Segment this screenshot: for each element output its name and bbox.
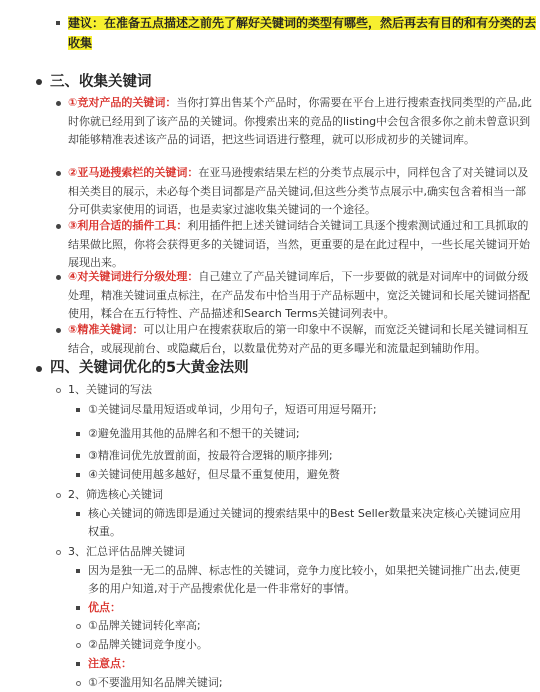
section4-title: 四、关键词优化的5大黄金法则	[50, 360, 249, 376]
notes-label: 注意点：	[88, 657, 132, 670]
list-bullet	[56, 101, 61, 106]
item-label: ①竞对产品的关键词：	[68, 96, 177, 109]
list-item	[68, 94, 536, 150]
group3-title: 3、汇总评估品牌关键词	[68, 545, 185, 558]
notes-item: ①不要滥用知名品牌关键词;	[88, 676, 223, 689]
pros-label: 优点：	[88, 601, 121, 614]
note-bullet	[56, 21, 60, 25]
sub-sub-bullet	[76, 643, 81, 648]
list-bullet	[56, 224, 61, 229]
note-text: 建议：在准备五点描述之前先了解好关键词的类型有哪些，然后再去有目的和有分类的去收集	[68, 16, 537, 50]
item-label: ⑤精准关键词：	[68, 323, 144, 336]
list-item	[68, 164, 536, 220]
group-bullet	[56, 388, 61, 393]
item-text: 可以让用户在搜索获取后的第一印象中不误解，而宽泛关键词和长尾关键词相互结合，或展现前台、或隐藏后台，以数量优势对产品的更多曝光和流量起到辅助作用。	[68, 323, 529, 355]
sub-bullet	[76, 512, 80, 516]
item-text: 自己建立了产品关键词库后，下一步要做的就是对词库中的词做分级处理，精准关键词重点标注，在产品发布中恰当用于产品标题中，宽泛关键词和长尾关键词搭配使用，糅合在五行特性、产品描述和Search Terms关键词列表中。	[68, 270, 530, 321]
list-item	[68, 268, 536, 324]
sub-bullet	[76, 569, 80, 573]
sub-bullet	[76, 473, 80, 477]
group1-title: 1、关键词的写法	[68, 383, 152, 396]
group1-item: ③精准词优先放置前面，按最符合逻辑的顺序排列;	[88, 449, 333, 462]
list-bullet	[56, 275, 61, 280]
group1-item: ①关键词尽量用短语或单词，少用句子，短语可用逗号隔开;	[88, 403, 377, 416]
sub-bullet	[76, 432, 80, 436]
sub-bullet	[76, 662, 80, 666]
pros-item: ①品牌关键词转化率高;	[88, 619, 201, 632]
list-bullet	[56, 328, 61, 333]
list-item	[68, 217, 536, 273]
item-label: ④对关键词进行分级处理：	[68, 270, 199, 283]
group3-text: 因为是独一无二的品牌、标志性的关键词，竞争力度比较小，如果把关键词推广出去,使更多的用户知道,对于产品搜索优化是一件非常好的事情。	[88, 564, 521, 595]
sub-bullet	[76, 454, 80, 458]
section3-bullet	[36, 79, 42, 85]
section3-title: 三、收集关键词	[50, 74, 152, 90]
item-label: ③利用合适的插件工具：	[68, 219, 188, 232]
item-text: 利用插件把上述关键词结合关键词工具逐个搜索测试通过和工具抓取的结果做比照，你将会获得更多的关键词语，当然，更重要的是在此过程中，一些长尾关键词开始展现出来。	[68, 219, 530, 270]
item-text: 在亚马逊搜索结果左栏的分类节点展示中，同样包含了对关键词以及相关类目的展示，未必每个类目词都是产品关键词,但这些分类节点展示中,确实包含着相当一部分可供卖家使用的词语，也是卖家过滤收集关键词的一个途径。	[68, 166, 529, 217]
item-text: 当你打算出售某个产品时，你需要在平台上进行搜索查找同类型的产品,此时你就已经用到了该产品的关键词。你搜索出来的竞品的listing中会包含很多你之前未曾意识到却能够精准表述该产品的词语，把这些词语进行整理，就可以形成初步的关键词库。	[68, 96, 532, 147]
sub-sub-bullet	[76, 681, 81, 686]
list-bullet	[56, 171, 61, 176]
group-bullet	[56, 493, 61, 498]
group-bullet	[56, 550, 61, 555]
sub-sub-bullet	[76, 624, 81, 629]
list-item	[68, 321, 536, 358]
item-label: ②亚马逊搜索栏的关键词：	[68, 166, 199, 179]
section4-bullet	[36, 366, 42, 372]
group1-item: ④关键词使用越多越好，但尽量不重复使用，避免赘	[88, 468, 340, 481]
group2-text: 核心关键词的筛选即是通过关键词的搜索结果中的Best Seller数量来决定核心关键词应用权重。	[88, 507, 522, 538]
sub-bullet	[76, 408, 80, 412]
sub-bullet	[76, 606, 80, 610]
group1-item: ②避免滥用其他的品牌名和不想干的关键词;	[88, 427, 300, 440]
group2-title: 2、筛选核心关键词	[68, 488, 163, 501]
pros-item: ②品牌关键词竞争度小。	[88, 638, 208, 651]
highlighted-note	[68, 13, 538, 53]
